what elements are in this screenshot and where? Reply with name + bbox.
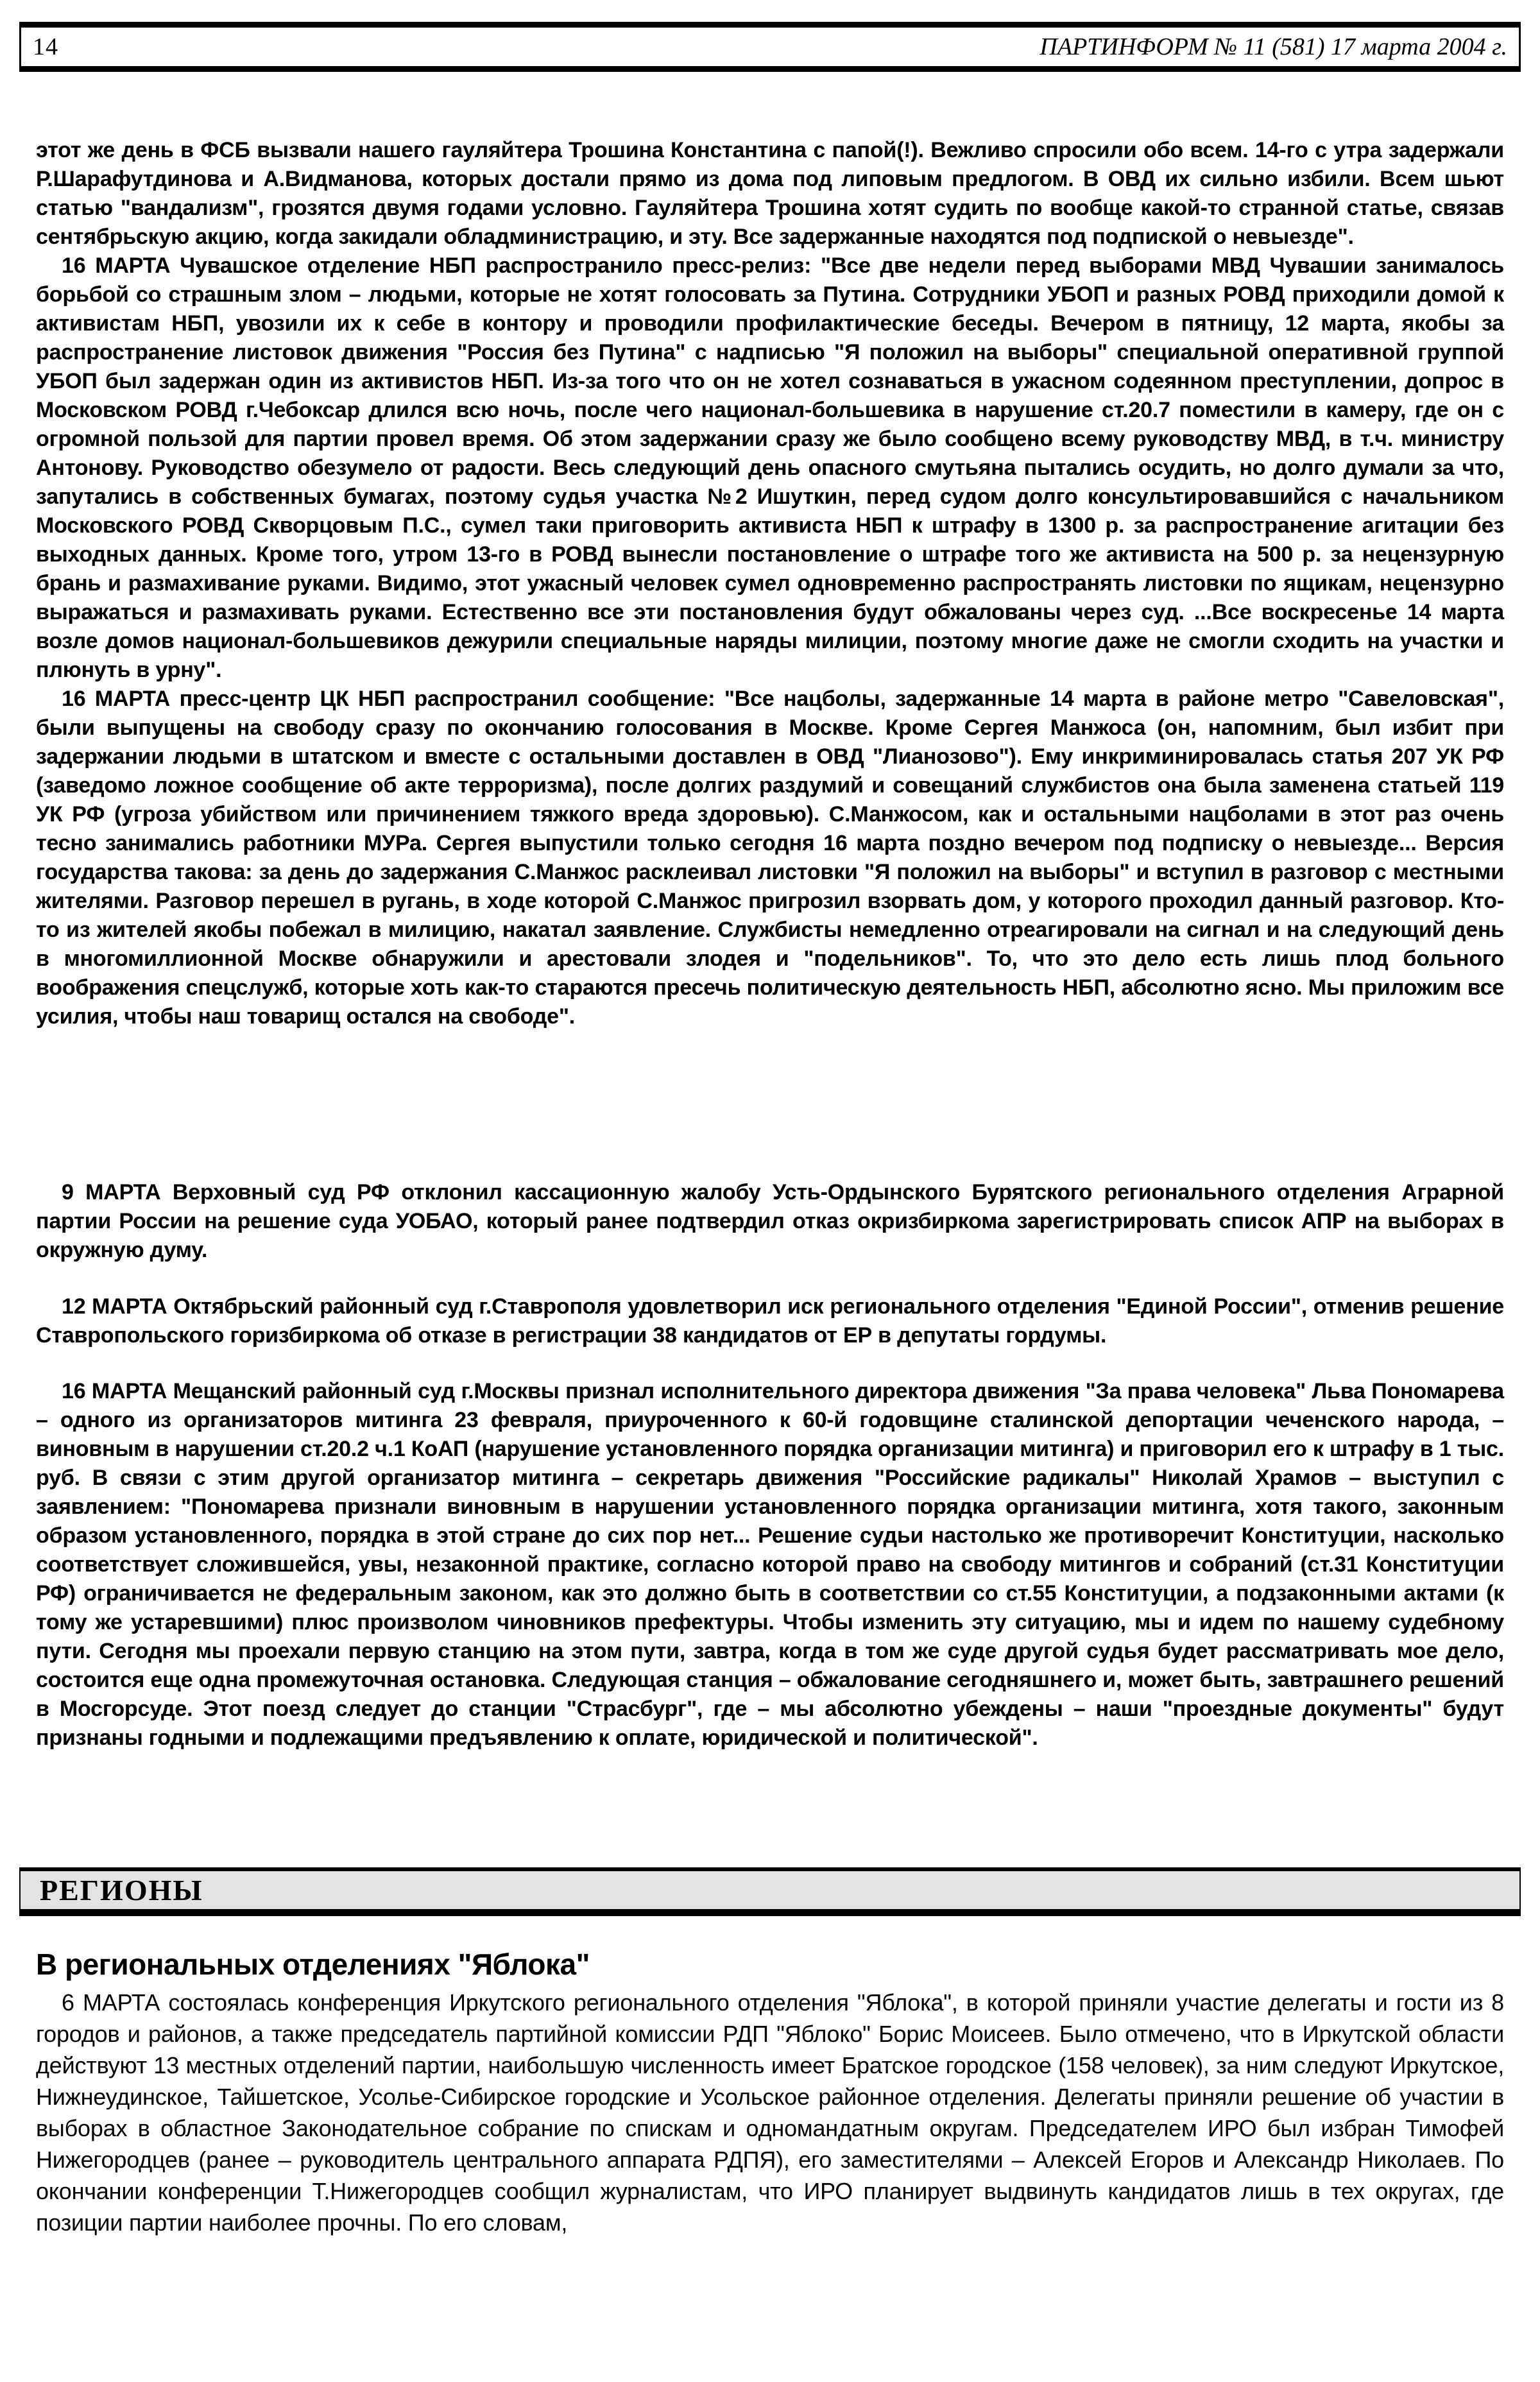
body-paragraph: 12 МАРТА Октябрьский районный суд г.Ставрополя удовлетворил иск регионального отделения "Единой России", отменив решение Ставропольского горизбиркома об отказе в регистрации 38 кандидатов от ЕР в депутаты гордумы. <box>36 1294 1504 1348</box>
news-block-court-3 <box>36 1377 1504 1752</box>
section-bar-label: РЕГИОНЫ <box>40 1874 203 1906</box>
body-paragraph: 16 МАРТА Чувашское отделение НБП распространило пресс-релиз: "Все две недели перед выборами МВД Чувашии занималось борьбой со страшным злом – людьми, которые не хотят голосовать за Путина. Сотрудники УБОП и разных РОВД приходили домой к активистам НБП, увозили их к себе в контору и проводили профилактические беседы. Вечером в пятницу, 12 марта, якобы за распространение листовок движения "Россия без Путина" с надписью "Я положил на выборы" специальной оперативной группой УБОП был задержан один из активистов НБП. Из-за того что он не хотел сознаваться в ужасном содеянном преступлении, допрос в Московском РОВД г.Чебоксар длился всю ночь, после чего национал-большевика в нарушение ст.20.7 поместили в камеру, где он с огромной пользой для партии провел время. Об этом задержании сразу же было сообщено всему руководству МВД, в т.ч. министру Антонову. Руководство обезумело от радости. Весь следующий день опасного смутьяна пытались осудить, но долго думали за что, запутались в собственных бумагах, поэтому судья участка №2 Ишуткин, перед судом долго консультировавшийся с начальником Московского РОВД Скворцовым П.С., сумел таки приговорить активиста НБП к штрафу в 1300 р. за распространение агитации без выходных данных. Кроме того, утром 13-го в РОВД вынесли постановление о штрафе того же активиста на 500 р. за нецензурную брань и размахивание руками. Видимо, этот ужасный человек сумел одновременно распространять листовки по ящикам, нецензурно выражаться и размахивать руками. Естественно все эти постановления будут обжалованы через суд. ...Все воскресенье 14 марта возле домов национал-большевиков дежурили специальные наряды милиции, поэтому многие даже не смогли сходить на участки и плюнуть в урну". <box>36 253 1504 682</box>
body-paragraph: 9 МАРТА Верховный суд РФ отклонил кассационную жалобу Усть-Ордынского Бурятского регионального отделения Аграрной партии России на решение суда УОБАО, который ранее подтвердил отказ окризбиркома зарегистрировать список АПР на выборах в окружную думу. <box>36 1180 1504 1262</box>
body-paragraph: этот же день в ФСБ вызвали нашего гауляйтера Трошина Константина с папой(!). Вежливо спросили обо всем. 14-го с утра задержали Р.Шарафутдинова и А.Видманова, которых достали прямо из дома под липовым предлогом. В ОВД их сильно избили. Всем шьют статью "вандализм", грозятся двумя годами условно. Гауляйтера Трошина хотят судить по вообще какой-то странной статье, связав сентябрьскую акцию, когда закидали обладминистрацию, и эту. Все задержанные находятся под подпиской о невыезде". <box>36 138 1504 249</box>
newsletter-masthead: ПАРТИНФОРМ № 11 (581) 17 марта 2004 г. <box>1040 33 1507 60</box>
section-bar-regions <box>19 1867 1521 1916</box>
news-block-court-2 <box>36 1292 1504 1350</box>
page-header <box>19 22 1521 72</box>
body-paragraph: 16 МАРТА пресс-центр ЦК НБП распространил сообщение: "Все нацболы, задержанные 14 марта в районе метро "Савеловская", были выпущены на свободу сразу по окончанию голосования в Москве. Кроме Сергея Манжоса (он, напомним, был избит при задержании людьми в штатском и вместе с остальными доставлен в ОВД "Лианозово"). Ему инкриминировалась статья 207 УК РФ (заведомо ложное сообщение об акте терроризма), после долгих раздумий и совещаний службистов она была заменена статьей 119 УК РФ (угроза убийством или причинением тяжкого вреда здоровью). С.Манжосом, как и остальными нацболами в этот раз очень тесно занимались работники МУРа. Сергея выпустили только сегодня 16 марта поздно вечером под подписку о невыезде... Версия государства такова: за день до задержания С.Манжос расклеивал листовки "Я положил на выборы" и вступил в разговор с местными жителями. Разговор перешел в ругань, в ходе которой С.Манжос пригрозил взорвать дом, у которого проходил данный разговор. Кто-то из жителей якобы побежал в милицию, накатал заявление. Службисты немедленно отреагировали на сигнал и на следующий день в многомиллионной Москве обнаружили и арестовали злодея и "подельников". То, что это дело есть лишь плод больного воображения спецслужб, которые хоть как-то стараются пресечь политическую деятельность НБП, абсолютно ясно. Мы приложим все усилия, чтобы наш товарищ остался на свободе". <box>36 687 1504 1029</box>
news-block-court-1 <box>36 1178 1504 1265</box>
page-number: 14 <box>33 33 58 60</box>
body-paragraph: 16 МАРТА Мещанский районный суд г.Москвы признал исполнительного директора движения "За права человека" Льва Пономарева – одного из организаторов митинга 23 февраля, приуроченного к 60-й годовщине сталинской депортации чеченского народа, – виновным в нарушении ст.20.2 ч.1 КоАП (нарушение установленного порядка организации митинга) и приговорил его к штрафу в 1 тыс. руб. В связи с этим другой организатор митинга – секретарь движения "Российские радикалы" Николай Храмов – выступил с заявлением: "Пономарева признали виновным в нарушении установленного порядка организации митинга, хотя такого, законным образом установленного, порядка в этой стране до сих пор нет... Решение судьи настолько же противоречит Конституции, насколько соответствует сложившейся, увы, незаконной практике, согласно которой право на свободу митингов и собраний (ст.31 Конституции РФ) ограничивается не федеральным законом, как это должно быть в соответствии со ст.55 Конституции, а подзаконными актами (к тому же устаревшими) плюс произволом чиновников префектуры. Чтобы изменить эту ситуацию, мы и идем по нашему судебному пути. Сегодня мы проехали первую станцию на этом пути, завтра, когда в том же суде другой судья будет рассматривать мое дело, состоится еще одна промежуточная остановка. Следующая станция – обжалование сегодняшнего и, может быть, завтрашнего решений в Мосгорсуде. Этот поезд следует до станции "Страсбург", где – мы абсолютно убеждены – наши "проездные документы" будут признаны годными и подлежащими предъявлению к оплате, юридической и политической". <box>36 1379 1504 1750</box>
news-block-main <box>36 136 1504 1031</box>
body-paragraph: 6 МАРТА состоялась конференция Иркутского регионального отделения "Яблока", в которой приняли участие делегаты и гости из 8 городов и районов, а также председатель партийной комиссии РДП "Яблоко" Борис Моисеев. Было отмечено, что в Иркутской области действуют 13 местных отделений партии, наибольшую численность имеет Братское городское (158 человек), за ним следуют Иркутское, Нижнеудинское, Тайшетское, Усолье-Сибирское городские и Усольское районное отделения. Делегаты приняли решение об участии в выборах в областное Законодательное собрание по спискам и одномандатным округам. Председателем ИРО был избран Тимофей Нижегородцев (ранее – руководитель центрального аппарата РДПЯ), его заместителями – Алексей Егоров и Александр Николаев. По окончании конференции Т.Нижегородцев сообщил журналистам, что ИРО планирует выдвинуть кандидатов лишь в тех округах, где позиции партии наиболее прочны. По его словам, <box>36 1989 1504 2236</box>
article-heading: В региональных отделениях "Яблока" <box>36 1948 590 1981</box>
